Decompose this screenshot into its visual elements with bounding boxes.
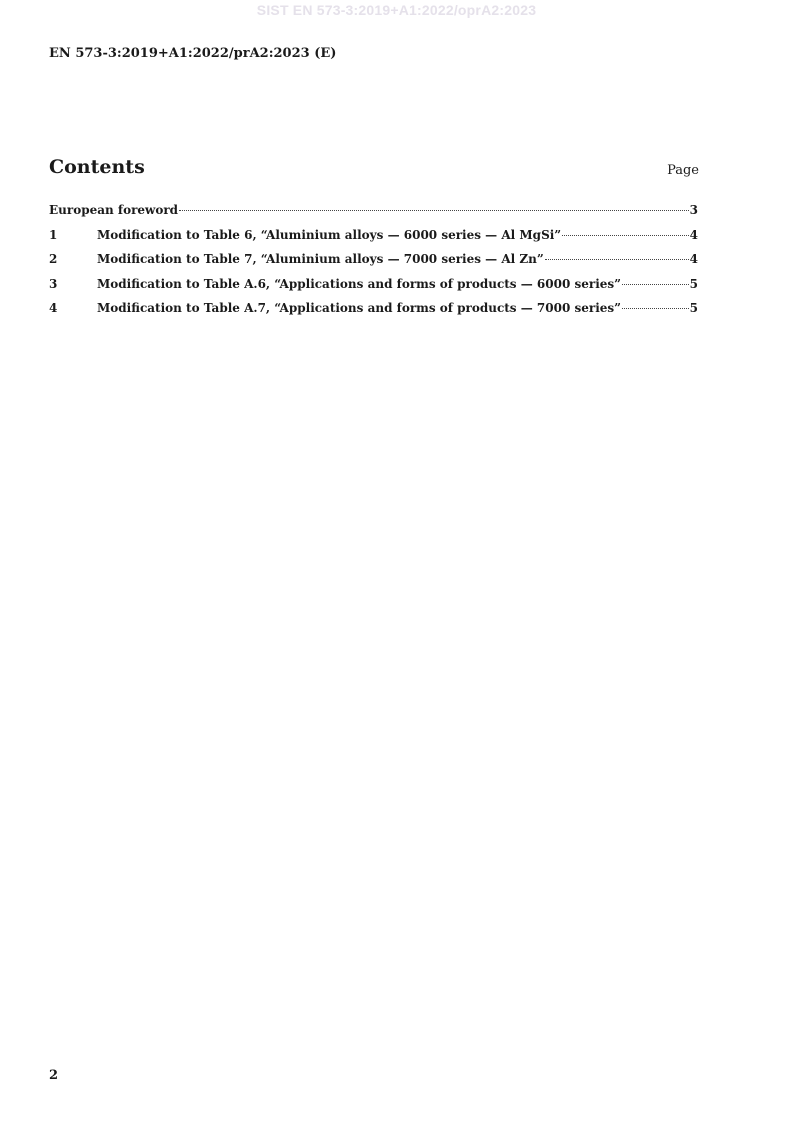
toc-entry-title: Modification to Table A.6, “Applications and forms of products — 6000 series” bbox=[97, 276, 622, 291]
toc-leader-dots bbox=[179, 210, 689, 211]
toc-entry-page: 4 bbox=[689, 227, 698, 242]
toc-entry-page: 4 bbox=[689, 252, 698, 266]
watermark: SIST EN 573-3:2019+A1:2022/oprA2:2023 bbox=[256, 2, 537, 18]
toc-entry-4[interactable] bbox=[49, 298, 698, 323]
toc-entry-page: 5 bbox=[689, 276, 698, 291]
toc-entry-title: Modification to Table 7, “Aluminium alloys — 7000 series — Al Zn” bbox=[97, 252, 544, 266]
contents-heading-row bbox=[49, 156, 699, 182]
toc-entry-page: 5 bbox=[689, 301, 698, 315]
toc-entry-number: 3 bbox=[49, 276, 58, 291]
toc-entry-number: 2 bbox=[49, 252, 58, 266]
toc-entry-1[interactable] bbox=[49, 225, 698, 250]
table-of-contents bbox=[49, 200, 698, 323]
toc-entry-number: 4 bbox=[49, 301, 58, 315]
toc-entry-3[interactable] bbox=[49, 274, 698, 299]
page-column-label: Page bbox=[667, 163, 699, 178]
toc-leader-dots bbox=[545, 259, 689, 260]
toc-entry-title: Modification to Table 6, “Aluminium alloys — 6000 series — Al MgSi” bbox=[97, 227, 562, 242]
toc-leader-dots bbox=[622, 308, 689, 309]
page-number: 2 bbox=[49, 1068, 59, 1083]
toc-entry-page: 3 bbox=[689, 203, 698, 217]
toc-entry-2[interactable] bbox=[49, 249, 698, 274]
toc-entry-title: Modification to Table A.7, “Applications and forms of products — 7000 series” bbox=[97, 301, 622, 315]
toc-leader-dots bbox=[622, 284, 689, 285]
document-identifier: EN 573-3:2019+A1:2022/prA2:2023 (E) bbox=[49, 46, 337, 61]
toc-entry-foreword[interactable] bbox=[49, 200, 698, 225]
toc-leader-dots bbox=[562, 235, 688, 236]
contents-title: Contents bbox=[49, 156, 145, 178]
toc-entry-title: European foreword bbox=[49, 203, 179, 217]
toc-entry-number: 1 bbox=[49, 227, 58, 242]
